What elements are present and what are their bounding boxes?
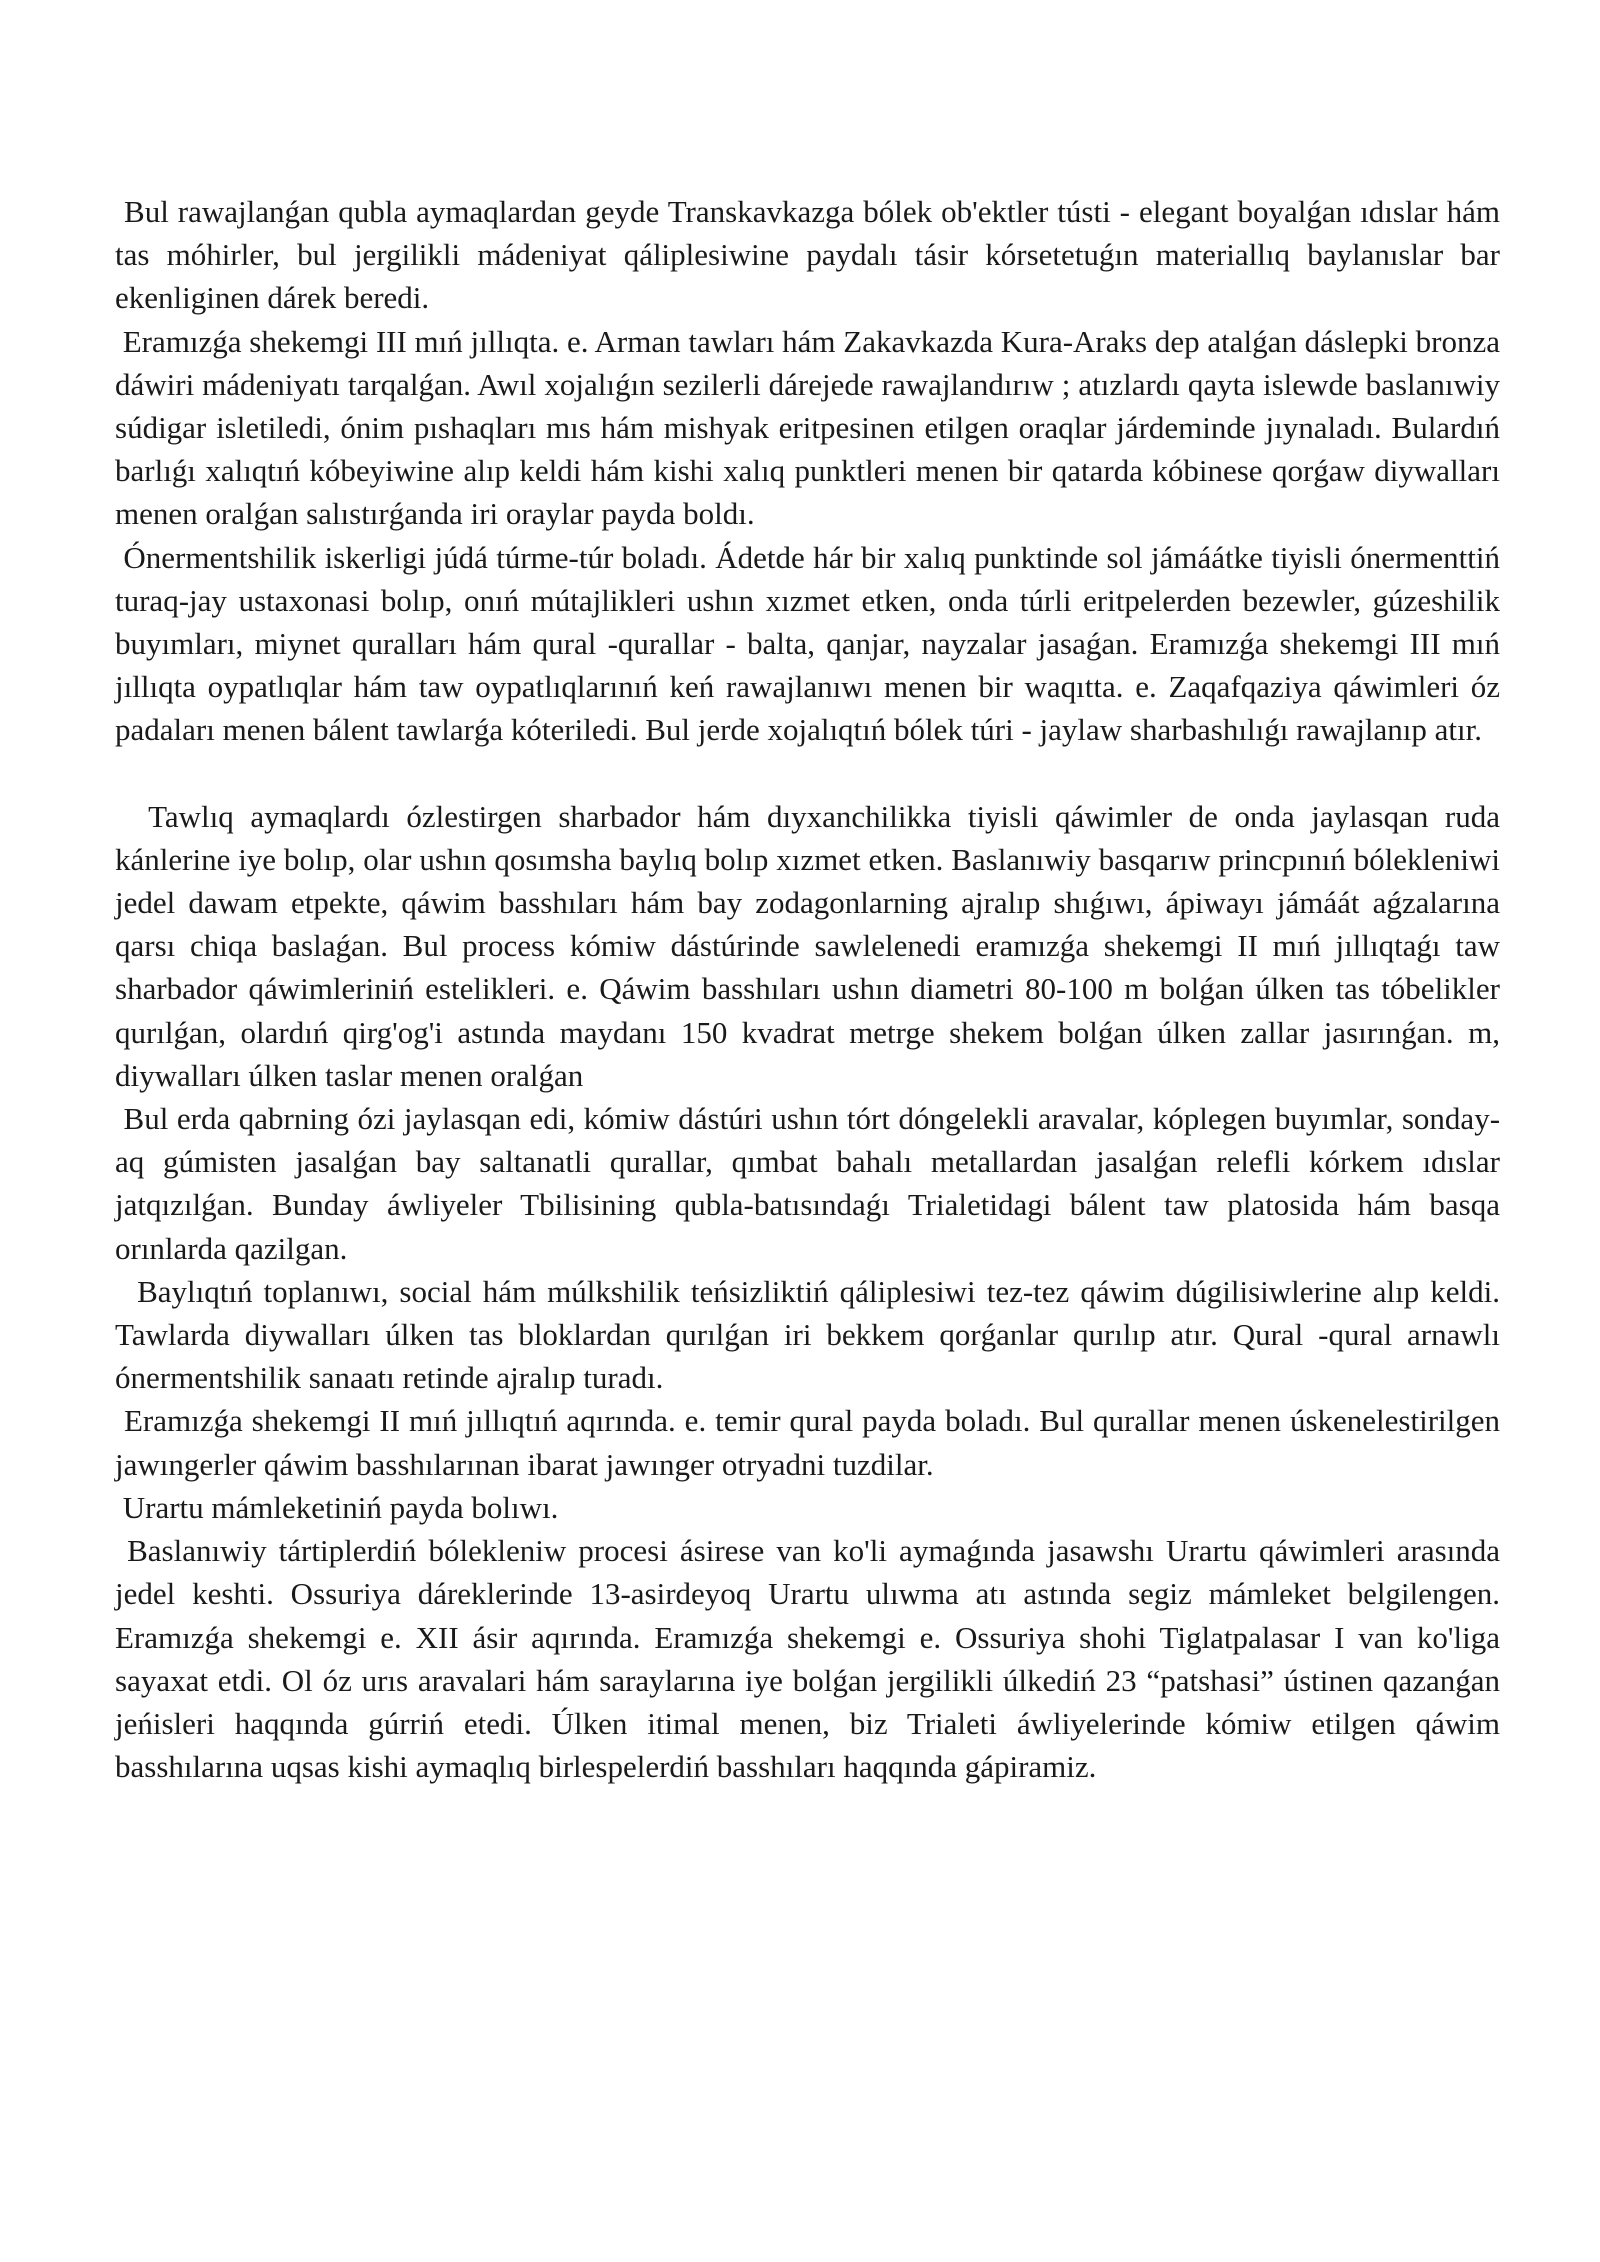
paragraph: Bul rawajlanǵan qubla aymaqlardan geyde Transkavkazga bólek ob'ektler tústi - elegant boyalǵan ıdıslar hám tas móhirler, bul jergilikli mádeniyat qáliplesiwine paydalı tásir kórsetetuǵın materiallıq baylanıslar bar ekenliginen dárek beredi. [115, 194, 1508, 316]
paragraph: Eramızǵa shekemgi II mıń jıllıqtıń aqırında. e. temir qural payda boladı. Bul qurallar menen úskenelestirilgen jawıngerler qáwim basshılarınan ibarat jawınger otryadni tuzdilar. [115, 1403, 1508, 1482]
paragraph-spacer [115, 752, 1500, 795]
document-page [115, 190, 1508, 1788]
section-heading: Urartu mámleketiniń payda bolıwı. [115, 1489, 559, 1525]
paragraph: Bul erda qabrning ózi jaylasqan edi, kómiw dástúri ushın tórt dóngelekli aravalar, kóplegen buyımlar, sonday-aq gúmisten jasalǵan bay saltanatli qurallar, qımbat bahalı metallardan jasalǵan relefli kórkem ıdıslar jatqızılǵan. Bunday áwliyeler Tbilisining qubla-batısındaǵı Trialetidagi bálent taw platosida hám basqa orınlarda qazilgan. [115, 1101, 1508, 1266]
paragraph: Baslanıwiy tártiplerdiń bólekleniw procesi ásirese van ko'li aymaǵında jasawshı Urartu qáwimleri arasında jedel keshti. Ossuriya dáreklerinde 13-asirdeyoq Urartu ulıwma atı astında segiz mámleket belgilengen. Eramızǵa shekemgi e. XII ásir aqırında. Eramızǵa shekemgi e. Ossuriya shohi Tiglatpalasar I van ko'liga sayaxat etdi. Ol óz urıs aravalari hám saraylarına iye bolǵan jergilikli úlkediń 23 “patshasi” ústinen qazanǵan jeńisleri haqqında gúrriń etedi. Úlken itimal menen, biz Trialeti áwliyelerinde kómiw etilgen qáwim basshılarına uqsas kishi aymaqlıq birlespelerdiń basshıları haqqında gápiramiz. [115, 1533, 1508, 1785]
paragraph: Tawlıq aymaqlardı ózlestirgen sharbador hám dıyxanchilikka tiyisli qáwimler de onda jaylasqan ruda kánlerine iye bolıp, olar ushın qosımsha baylıq bolıp xızmet etken. Baslanıwiy basqarıw princpınıń bólekleniwi jedel dawam etpekte, qáwim basshıları hám bay zodagonlarning ajralıp shıǵıwı, ápiwayı jámáát aǵzalarına qarsı chiqa baslaǵan. Bul process kómiw dástúrinde sawlelenedi eramızǵa shekemgi II mıń jıllıqtaǵı taw sharbador qáwimleriniń estelikleri. e. Qáwim basshıları ushın diametri 80-100 m bolǵan úlken tas tóbelikler qurılǵan, olardıń qirg'og'i astında maydanı 150 kvadrat metrge shekem bolǵan úlken zallar jasırınǵan. m, diywalları úlken taslar menen oralǵan [115, 798, 1508, 1093]
paragraph: Eramızǵa shekemgi III mıń jıllıqta. e. Arman tawları hám Zakavkazda Kura-Araks dep atalǵan dáslepki bronza dáwiri mádeniyatı tarqalǵan. Awıl xojalıǵın sezilerli dárejede rawajlandırıw ; atızlardı qayta islewde baslanıwiy súdigar isletiledi, ónim pıshaqları mıs hám mishyak eritpesinen etilgen oraqlar járdeminde jıynaladı. Bulardıń barlıǵı xalıqtıń kóbeyiwine alıp keldi hám kishi xalıq punktleri menen bir qatarda kóbinese qorǵaw diywalları menen oralǵan salıstırǵanda iri oraylar payda boldı. [115, 323, 1508, 532]
paragraph: Baylıqtıń toplanıwı, social hám múlkshilik teńsizliktiń qáliplesiwi tez-tez qáwim dúgilisiwlerine alıp keldi. Tawlarda diywalları úlken tas bloklardan qurılǵan iri bekkem qorǵanlar qurılıp atır. Qural -qural arnawlı ónermentshilik sanaatı retinde ajralıp turadı. [115, 1273, 1508, 1396]
paragraph: Ónermentshilik iskerligi júdá túrme-túr boladı. Ádetde hár bir xalıq punktinde sol jámáátke tiyisli ónermenttiń turaq-jay ustaxonasi bolıp, onıń mútajlikleri ushın xızmet etken, onda túrli eritpelerden bezewler, gúzeshilik buyımları, miynet quralları hám qural -qurallar - balta, qanjar, nayzalar jasaǵan. Eramızǵa shekemgi III mıń jıllıqta oypatlıqlar hám taw oypatlıqlarınıń keń rawajlanıwı menen bir waqıtta. e. Zaqafqaziya qáwimleri óz padaları menen bálent tawlarǵa kóteriledi. Bul jerde xojalıqtıń bólek túri - jaylaw sharbashılıǵı rawajlanıp atır. [115, 539, 1508, 748]
